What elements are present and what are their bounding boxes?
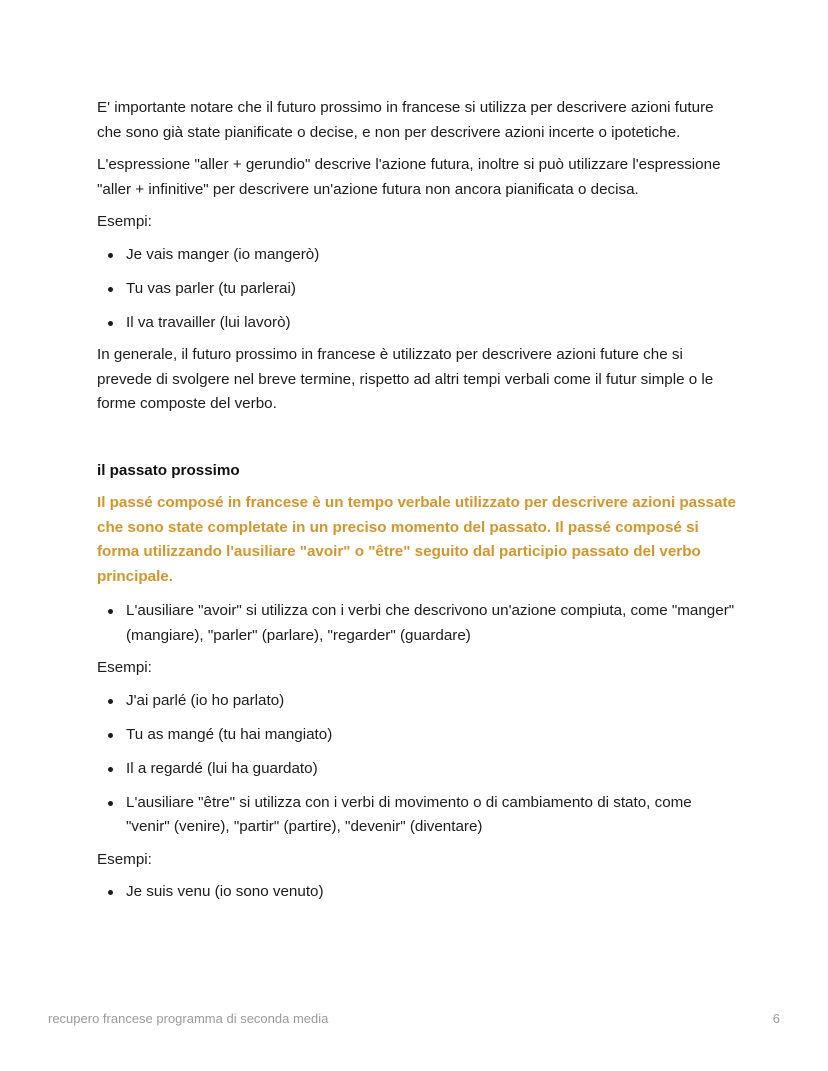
examples-label: Esempi:	[97, 850, 152, 868]
list-item: Il a regardé (lui ha guardato)	[97, 757, 737, 782]
list-item: Je suis venu (io sono venuto)	[97, 880, 737, 905]
section-heading: il passato prossimo	[97, 461, 240, 479]
list-item: L'ausiliare "être" si utilizza con i verbi di movimento o di cambiamento di stato, come "venir" (venire), "partir" (partire), "devenir" (diventare)	[97, 791, 737, 840]
list-item: J'ai parlé (io ho parlato)	[97, 689, 737, 714]
list-item: L'ausiliare "avoir" si utilizza con i verbi che descrivono un'azione compiuta, come "manger" (mangiare), "parler" (parlare), "regarder" (guardare)	[97, 599, 737, 648]
examples-label: Esempi:	[97, 213, 152, 230]
footer-document-title: recupero francese programma di seconda media	[48, 1011, 329, 1026]
intro-paragraph-2: L'espressione "aller + gerundio" descrive l'azione futura, inoltre si può utilizzare l'espressione "aller + infinitive" per descrivere un'azione futura non ancora pianificata o decisa.	[97, 156, 721, 198]
intro-paragraph-3: In generale, il futuro prossimo in francese è utilizzato per descrivere azioni future che si prevede di svolgere nel breve termine, rispetto ad altri tempi verbali come il futur simple o le forme composte del verbo.	[97, 346, 714, 412]
avoir-rule-list	[97, 599, 737, 648]
etre-examples-list	[97, 880, 737, 905]
list-item: Tu vas parler (tu parlerai)	[97, 277, 737, 302]
intro-paragraph-1: E' importante notare che il futuro prossimo in francese si utilizza per descrivere azioni future che sono già state pianificate o decise, e non per descrivere azioni incerte o ipotetiche.	[97, 99, 714, 141]
highlighted-paragraph: Il passé composé in francese è un tempo verbale utilizzato per descrivere azioni passate che sono state completate in un preciso momento del passato. Il passé composé si forma utilizzando l'ausiliare "avoir" o "être" seguito dal participio passato del verbo principale.	[97, 494, 736, 585]
list-item: Je vais manger (io mangerò)	[97, 243, 737, 268]
list-item: Il va travailler (lui lavorò)	[97, 311, 737, 336]
futuro-examples-list	[97, 243, 737, 336]
document-page	[97, 96, 737, 913]
examples-label: Esempi:	[97, 659, 152, 676]
footer-page-number: 6	[772, 1011, 780, 1026]
list-item: Tu as mangé (tu hai mangiato)	[97, 723, 737, 748]
avoir-examples-list	[97, 689, 737, 840]
